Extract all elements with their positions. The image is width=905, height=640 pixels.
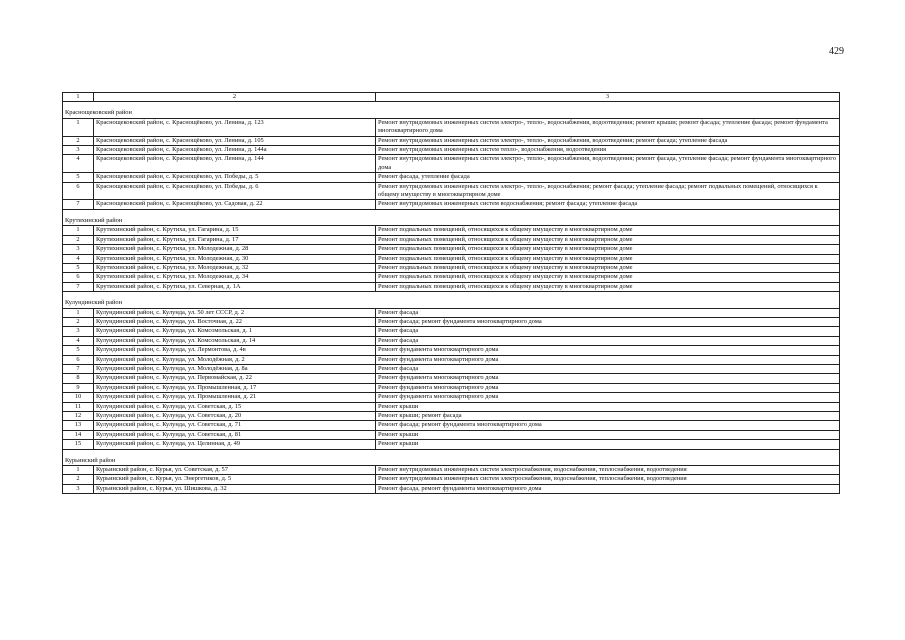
row-number: 2 <box>63 235 94 244</box>
work-description-cell: Ремонт фасада <box>376 308 840 317</box>
address-cell: Краснощековский район, с. Краснощёково, ул. Ленина, д. 144 <box>94 155 376 173</box>
address-cell: Кулундинский район, с. Кулунда, ул. Молодёжная, д. 2 <box>94 355 376 364</box>
table-row <box>63 173 840 182</box>
table-row <box>63 282 840 291</box>
work-description-cell: Ремонт подвальных помещений, относящихся к общему имуществу в многоквартирном доме <box>376 245 840 254</box>
work-description-cell: Ремонт внутридомовых инженерных систем электроснабжения, водоснабжения, теплоснабжения, водоотведения <box>376 475 840 484</box>
row-number: 6 <box>63 273 94 282</box>
work-description-cell: Ремонт фасада; ремонт фундамента многоквартирного дома <box>376 317 840 326</box>
table-row <box>63 317 840 326</box>
address-cell: Кулундинский район, с. Кулунда, ул. Советская, д. 15 <box>94 402 376 411</box>
work-description-cell: Ремонт крыши <box>376 430 840 439</box>
table-row <box>63 273 840 282</box>
district-name: Кулундинский район <box>63 299 840 308</box>
address-cell: Крутихинский район, с. Крутиха, ул. Молодежная, д. 32 <box>94 263 376 272</box>
address-cell: Кулундинский район, с. Кулунда, ул. Советская, д. 20 <box>94 412 376 421</box>
work-description-cell: Ремонт подвальных помещений, относящихся к общему имуществу в многоквартирном доме <box>376 226 840 235</box>
address-cell: Курьинский район, с. Курья, ул. Шишкова, д. 32 <box>94 484 376 493</box>
address-cell: Кулундинский район, с. Кулунда, ул. Комсомольская, д. 14 <box>94 336 376 345</box>
table-row <box>63 182 840 200</box>
table-row <box>63 308 840 317</box>
row-number: 3 <box>63 484 94 493</box>
address-cell: Крутихинский район, с. Крутиха, ул. Молодежная, д. 34 <box>94 273 376 282</box>
table-row <box>63 374 840 383</box>
table-row <box>63 383 840 392</box>
table-row <box>63 346 840 355</box>
district-header-row <box>63 109 840 118</box>
row-number: 7 <box>63 282 94 291</box>
table-row <box>63 440 840 449</box>
address-cell: Краснощековский район, с. Краснощёково, ул. Ленина, д. 105 <box>94 136 376 145</box>
work-description-cell: Ремонт подвальных помещений, относящихся к общему имуществу в многоквартирном доме <box>376 263 840 272</box>
table-row <box>63 355 840 364</box>
district-name: Крутихинский район <box>63 217 840 226</box>
page-number: 429 <box>829 46 844 57</box>
address-cell: Краснощековский район, с. Краснощёково, ул. Победы, д. 6 <box>94 182 376 200</box>
work-description-cell: Ремонт фасада <box>376 364 840 373</box>
table-row <box>63 421 840 430</box>
row-number: 5 <box>63 346 94 355</box>
row-number: 4 <box>63 254 94 263</box>
table-row <box>63 245 840 254</box>
row-number: 11 <box>63 402 94 411</box>
address-cell: Кулундинский район, с. Кулунда, ул. Комсомольская, д. 1 <box>94 327 376 336</box>
work-description-cell: Ремонт крыши <box>376 440 840 449</box>
row-number: 9 <box>63 383 94 392</box>
table-row <box>63 254 840 263</box>
table-row <box>63 430 840 439</box>
row-number: 12 <box>63 412 94 421</box>
address-cell: Кулундинский район, с. Кулунда, ул. Промышленная, д. 21 <box>94 393 376 402</box>
table-row <box>63 393 840 402</box>
work-description-cell: Ремонт внутридомовых инженерных систем водоснабжения; ремонт фасада; утепление фасада <box>376 200 840 209</box>
work-description-cell: Ремонт внутридомовых инженерных систем электро-, тепло-, водоснабжения, водоотведения; ремонт фасада; утепление фасада <box>376 136 840 145</box>
table-row <box>63 136 840 145</box>
row-number: 2 <box>63 475 94 484</box>
table-row <box>63 484 840 493</box>
table-row <box>63 155 840 173</box>
address-cell: Крутихинский район, с. Крутиха, ул. Северная, д. 1А <box>94 282 376 291</box>
row-number: 4 <box>63 155 94 173</box>
work-description-cell: Ремонт фасада <box>376 327 840 336</box>
address-cell: Кулундинский район, с. Кулунда, ул. Советская, д. 71 <box>94 421 376 430</box>
row-number: 7 <box>63 200 94 209</box>
address-cell: Крутихинский район, с. Крутиха, ул. Молодежная, д. 30 <box>94 254 376 263</box>
row-number: 1 <box>63 226 94 235</box>
table-row <box>63 226 840 235</box>
work-description-cell: Ремонт фундамента многоквартирного дома <box>376 346 840 355</box>
address-cell: Кулундинский район, с. Кулунда, ул. Целинная, д. 49 <box>94 440 376 449</box>
work-description-cell: Ремонт подвальных помещений, относящихся к общему имуществу в многоквартирном доме <box>376 273 840 282</box>
column-number: 3 <box>376 93 840 102</box>
work-description-cell: Ремонт фундамента многоквартирного дома <box>376 383 840 392</box>
column-numbers-row <box>63 93 840 102</box>
row-number: 1 <box>63 466 94 475</box>
work-description-cell: Ремонт фасада; ремонт фундамента многоквартирного дома <box>376 421 840 430</box>
work-description-cell: Ремонт фундамента многоквартирного дома <box>376 374 840 383</box>
work-description-cell: Ремонт внутридомовых инженерных систем электро-, тепло-, водоснабжения, водоотведения; ремонт крыши; ремонт фасада; утепление фасада; ремонт фундамента многоквартирного дома <box>376 118 840 136</box>
row-number: 7 <box>63 364 94 373</box>
row-number: 6 <box>63 355 94 364</box>
row-number: 2 <box>63 317 94 326</box>
work-description-cell: Ремонт внутридомовых инженерных систем тепло-, водоснабжения, водоотведения <box>376 146 840 155</box>
address-cell: Кулундинский район, с. Кулунда, ул. Молодёжная, д. 8а <box>94 364 376 373</box>
address-cell: Кулундинский район, с. Кулунда, ул. Восточная, д. 22 <box>94 317 376 326</box>
work-description-cell: Ремонт фасада <box>376 336 840 345</box>
row-number: 6 <box>63 182 94 200</box>
address-cell: Крутихинский район, с. Крутиха, ул. Гагарина, д. 15 <box>94 226 376 235</box>
address-cell: Краснощековский район, с. Краснощёково, ул. Ленина, д. 123 <box>94 118 376 136</box>
address-cell: Кулундинский район, с. Кулунда, ул. Промышленная, д. 17 <box>94 383 376 392</box>
district-header-row <box>63 457 840 466</box>
table-row <box>63 364 840 373</box>
table-row <box>63 118 840 136</box>
work-description-cell: Ремонт подвальных помещений, относящихся к общему имуществу в многоквартирном доме <box>376 235 840 244</box>
address-cell: Курьинский район, с. Курья, ул. Энергетиков, д. 5 <box>94 475 376 484</box>
work-description-cell: Ремонт крыши; ремонт фасада <box>376 412 840 421</box>
address-cell: Крутихинский район, с. Крутиха, ул. Гагарина, д. 17 <box>94 235 376 244</box>
address-cell: Курьинский район, с. Курья, ул. Советская, д. 57 <box>94 466 376 475</box>
address-cell: Кулундинский район, с. Кулунда, ул. Лермонтова, д. 4в <box>94 346 376 355</box>
row-number: 8 <box>63 374 94 383</box>
column-number: 2 <box>94 93 376 102</box>
district-spacer <box>63 209 840 217</box>
work-description-cell: Ремонт внутридомовых инженерных систем электро-, тепло-, водоснабжения, водоотведения; ремонт фасада, утепление фасада; ремонт фундамента многоквартирного дома <box>376 155 840 173</box>
repair-register-table <box>62 92 840 494</box>
row-number: 13 <box>63 421 94 430</box>
table-row <box>63 235 840 244</box>
work-description-cell: Ремонт фасада, утепление фасада <box>376 173 840 182</box>
work-description-cell: Ремонт фундамента многоквартирного дома <box>376 393 840 402</box>
table-row <box>63 412 840 421</box>
table-row <box>63 200 840 209</box>
row-number: 3 <box>63 327 94 336</box>
table-row <box>63 146 840 155</box>
row-number: 14 <box>63 430 94 439</box>
work-description-cell: Ремонт подвальных помещений, относящихся к общему имуществу в многоквартирном доме <box>376 282 840 291</box>
address-cell: Краснощековский район, с. Краснощёково, ул. Ленина, д. 144а <box>94 146 376 155</box>
work-description-cell: Ремонт фасада, ремонт фундамента многоквартирного дома <box>376 484 840 493</box>
row-number: 4 <box>63 336 94 345</box>
table-row <box>63 475 840 484</box>
address-cell: Краснощековский район, с. Краснощёково, ул. Садовая, д. 22 <box>94 200 376 209</box>
row-number: 3 <box>63 146 94 155</box>
district-spacer <box>63 449 840 457</box>
row-number: 10 <box>63 393 94 402</box>
district-name: Курьинский район <box>63 457 840 466</box>
row-number: 1 <box>63 118 94 136</box>
work-description-cell: Ремонт внутридомовых инженерных систем электро-, тепло-, водоснабжения; ремонт фасада; утепление фасада; ремонт подвальных помещений, относящихся к общему имуществу в многоквартирном доме <box>376 182 840 200</box>
table-row <box>63 263 840 272</box>
row-number: 1 <box>63 308 94 317</box>
district-spacer <box>63 102 840 110</box>
table-row <box>63 466 840 475</box>
row-number: 2 <box>63 136 94 145</box>
address-cell: Крутихинский район, с. Крутиха, ул. Молодежная, д. 28 <box>94 245 376 254</box>
row-number: 5 <box>63 173 94 182</box>
work-description-cell: Ремонт подвальных помещений, относящихся к общему имуществу в многоквартирном доме <box>376 254 840 263</box>
table-row <box>63 336 840 345</box>
work-description-cell: Ремонт внутридомовых инженерных систем электроснабжения, водоснабжения, теплоснабжения, водоотведения <box>376 466 840 475</box>
address-cell: Кулундинский район, с. Кулунда, ул. Советская, д. 81 <box>94 430 376 439</box>
district-spacer <box>63 292 840 300</box>
row-number: 15 <box>63 440 94 449</box>
row-number: 5 <box>63 263 94 272</box>
district-header-row <box>63 217 840 226</box>
district-name: Краснощековский район <box>63 109 840 118</box>
column-number: 1 <box>63 93 94 102</box>
row-number: 3 <box>63 245 94 254</box>
district-header-row <box>63 299 840 308</box>
address-cell: Кулундинский район, с. Кулунда, ул. Первомайская, д. 22 <box>94 374 376 383</box>
address-cell: Кулундинский район, с. Кулунда, ул. 50 лет СССР, д. 2 <box>94 308 376 317</box>
work-description-cell: Ремонт крыши <box>376 402 840 411</box>
work-description-cell: Ремонт фундамента многоквартирного дома <box>376 355 840 364</box>
table-row <box>63 402 840 411</box>
address-cell: Краснощековский район, с. Краснощёково, ул. Победы, д. 5 <box>94 173 376 182</box>
table-row <box>63 327 840 336</box>
